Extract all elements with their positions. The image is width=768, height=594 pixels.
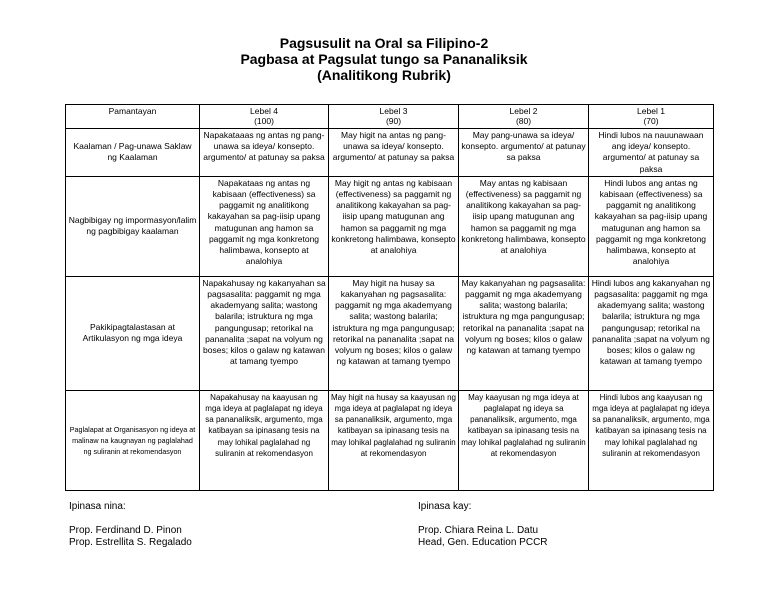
table-row xyxy=(66,276,714,390)
submitter-name: Prop. Estrellita S. Regalado xyxy=(69,537,192,548)
level-name: Lebel 2 xyxy=(509,106,538,116)
criteria-cell: Nagbibigay ng impormasyon/lalim ng pagbibigay kaalaman xyxy=(66,176,200,276)
recipient-position: Head, Gen. Education PCCR xyxy=(418,537,548,548)
criteria-cell: Kaalaman / Pag-unawa Saklaw ng Kaalaman xyxy=(66,129,200,177)
document-title: Pagsusulit na Oral sa Filipino-2 xyxy=(279,35,489,51)
rubric-cell: May antas ng kabisaan (effectiveness) sa paggamit ng analitikong kakayahan sa pag-iisip upang matugunan ang hamon sa paggamit ng mga konkretong halimbawa, konsepto at analohiya xyxy=(459,176,589,276)
rubric-cell: Napakahusay na kaayusan ng mga ideya at paglalapat ng ideya sa pananaliksik, argumento, mga katibayan sa ipinasang tesis na may lohikal paglalahad ng suliranin at rekomendasyon xyxy=(200,390,329,490)
table-header-row xyxy=(66,105,714,129)
rubric-cell: Napakataaas ng antas ng pang-unawa sa ideya/ konsepto. argumento/ at patunay sa paksa xyxy=(200,129,329,177)
table-row xyxy=(66,390,714,490)
recipient-name: Prop. Chiara Reina L. Datu xyxy=(418,525,539,536)
level-name: Lebel 1 xyxy=(637,106,665,116)
rubric-cell: Napakahusay ng kakanyahan sa pagsasalita: paggamit ng mga akademyang salita; wastong balarila; istruktura ng mga pangungusap; retorikal na pananalita ;sapat na volyum ng boses; kilos o galaw ng katawan at tamang tyempo xyxy=(200,276,329,390)
rubric-cell: May higit na husay sa kakanyahan ng pagsasalita: paggamit ng mga akademyang salita; wastong balarila; istruktura ng mga pangungusap; retorikal na pananalita ;sapat na volyum ng boses; kilos o galaw ng katawan at tamang tyempo xyxy=(329,276,459,390)
submitted-to-label: Ipinasa kay: xyxy=(418,501,472,512)
header-level-3 xyxy=(329,105,459,129)
document-subtitle: Pagbasa at Pagsulat tungo sa Pananaliksik xyxy=(240,51,528,67)
level-name: Lebel 3 xyxy=(379,106,408,116)
level-score: (100) xyxy=(254,116,274,126)
criteria-cell: Pakikipagtalastasan at Artikulasyon ng mga ideya xyxy=(66,276,200,390)
submitted-by-label: Ipinasa nina: xyxy=(69,501,126,512)
rubric-cell: Hindi lubos ang antas ng kabisaan (effectiveness) sa paggamit ng analitikong kakayahan sa pag-iisip upang matugunan ang hamon sa paggamit ng mga konkretong halimbawa, konsepto at analohiya xyxy=(589,176,714,276)
header-level-1 xyxy=(589,105,714,129)
rubric-table xyxy=(65,104,714,491)
level-score: (70) xyxy=(643,116,659,126)
rubric-cell: May higit ng antas ng kabisaan (effectiveness) sa paggamit ng analitikong kakayahan sa pag-iisip upang matugunan ang hamon sa paggamit ng mga konkretong halimbawa, konsepto at analohiya xyxy=(329,176,459,276)
header-level-2 xyxy=(459,105,589,129)
level-score: (90) xyxy=(385,116,402,126)
rubric-cell: May pang-unawa sa ideya/ konsepto. argumento/ at patunay sa paksa xyxy=(459,129,589,177)
table-row xyxy=(66,129,714,177)
rubric-cell: May higit na antas ng pang-unawa sa ideya/ konsepto. argumento/ at patunay sa paksa xyxy=(329,129,459,177)
table-row xyxy=(66,176,714,276)
level-name: Lebel 4 xyxy=(250,106,278,116)
header-level-4 xyxy=(200,105,329,129)
level-score: (80) xyxy=(515,116,532,126)
rubric-cell: Hindi lubos ang kakanyahan ng pagsasalita: paggamit ng mga akademyang salita; wastong balarila; istruktura ng mga pangungusap; retorikal na pananalita ;sapat na volyum ng boses; kilos o galaw ng katawan at tamang tyempo xyxy=(589,276,714,390)
rubric-cell: May higit na husay sa kaayusan ng mga ideya at paglalapat ng ideya sa pananaliksik, argumento, mga katibayan sa ipinasang tesis na may lohikal paglalahad ng suliranin at rekomendasyon xyxy=(329,390,459,490)
document-rubric-type: (Analitikong Rubrik) xyxy=(317,67,451,83)
header-criteria: Pamantayan xyxy=(66,105,200,129)
rubric-cell: Hindi lubos ang kaayusan ng mga ideya at paglalapat ng ideya sa pananaliksik, argumento, mga katibayan sa ipinasang tesis na may lohikal paglalahad ng suliranin at rekomendasyon xyxy=(589,390,714,490)
criteria-cell: Paglalapat at Organisasyon ng ideya at malinaw na kaugnayan ng paglalahad ng suliranin at rekomendasyon xyxy=(66,390,200,490)
rubric-cell: Hindi lubos na nauunawaan ang ideya/ konsepto. argumento/ at patunay sa paksa xyxy=(589,129,714,177)
rubric-cell: May kakanyahan ng pagsasalita: paggamit ng mga akademyang salita; wastong balarila; istruktura ng mga pangungusap; retorikal na pananalita ;sapat na volyum ng boses; kilos o galaw ng katawan at tamang tyempo xyxy=(459,276,589,390)
rubric-cell: May kaayusan ng mga ideya at paglalapat ng ideya sa pananaliksik, argumento, mga katibayan sa ipinasang tesis na may lohikal paglalahad ng suliranin at rekomendasyon xyxy=(459,390,589,490)
rubric-cell: Napakataas ng antas ng kabisaan (effectiveness) sa paggamit ng analitikong kakayahan sa pag-iisip upang matugunan ang hamon sa paggamit ng mga konkretong halimbawa, konsepto at analohiya xyxy=(200,176,329,276)
submitter-name: Prop. Ferdinand D. Pinon xyxy=(69,525,182,536)
